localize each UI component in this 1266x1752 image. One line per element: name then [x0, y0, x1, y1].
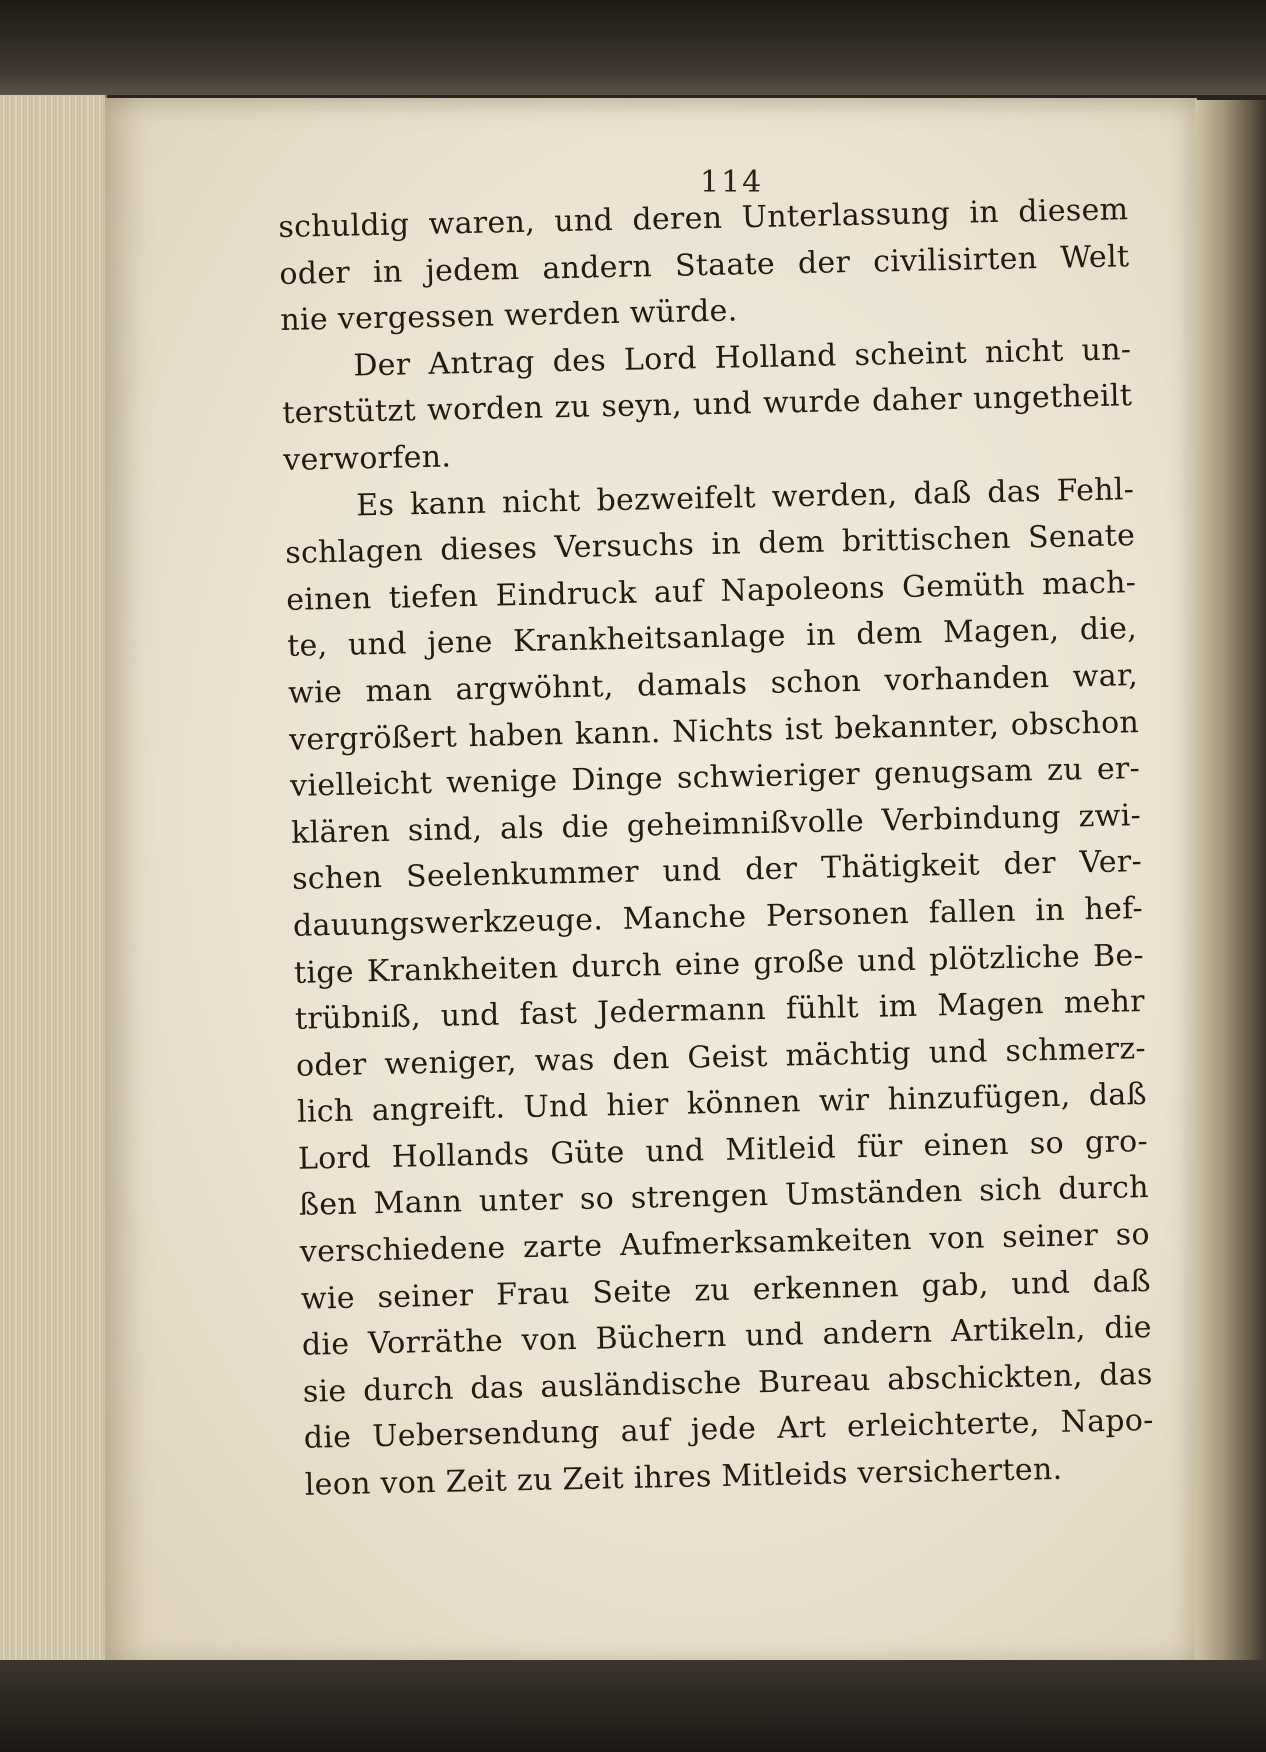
text-line: Es kann nicht bezweifelt werden, daß das Fehl-: [355, 471, 1135, 523]
text-line: wie seiner Frau Seite zu erkennen gab, und daß: [300, 1263, 1152, 1317]
text-line: schuldig waren, und deren Unterlassung in diesem: [278, 192, 1129, 245]
text-line: vielleicht wenige Dinge schwieriger genugsam zu er-: [289, 751, 1141, 804]
text-line: terstützt worden zu seyn, und wurde daher ungetheilt: [282, 378, 1133, 432]
text-line: Lord Hollands Güte und Mitleid für einen so gro-: [297, 1123, 1149, 1177]
text-line: die Uebersendung auf jede Art erleichterte, Napo-: [303, 1403, 1155, 1457]
text-line: oder weniger, was den Geist mächtig und schmerz-: [295, 1030, 1147, 1084]
text-line: schlagen dieses Versuchs in dem brittischen Senate: [284, 518, 1136, 572]
text-line: ßen Mann unter so strengen Umständen sich durch: [298, 1170, 1150, 1224]
text-line: oder in jedem andern Staate der civilisirten Welt: [279, 238, 1130, 292]
text-line: leon von Zeit zu Zeit ihres Mitleids versicherten.: [304, 1451, 1063, 1503]
text-line: einen tiefen Eindruck auf Napoleons Gemüth mach-: [285, 564, 1137, 618]
book-gutter-shadow: [1195, 100, 1266, 1665]
text-line: vergrößert haben kann. Nichts ist bekannter, obschon: [288, 704, 1140, 758]
text-line: schen Seelenkummer und der Thätigkeit der Ver-: [291, 844, 1143, 898]
scan-background-bottom: [0, 1660, 1266, 1752]
text-line: die Vorräthe von Büchern und andern Artikeln, die: [301, 1310, 1153, 1363]
text-line: lich angreift. Und hier können wir hinzufügen, daß: [296, 1077, 1148, 1131]
text-line: tige Krankheiten durch eine große und plötzliche Be-: [293, 937, 1145, 991]
scan-background-top: [0, 0, 1266, 95]
text-line: verschiedene zarte Aufmerksamkeiten von seiner so: [299, 1217, 1151, 1270]
text-line: Der Antrag des Lord Holland scheint nicht un-: [353, 331, 1132, 384]
book-page-edges: [0, 95, 107, 1670]
text-line: dauungswerkzeuge. Manche Personen fallen in hef-: [292, 890, 1144, 944]
text-line: trübniß, und fast Jedermann fühlt im Magen mehr: [294, 984, 1146, 1037]
text-line: wie man argwöhnt, damals schon vorhanden war,: [287, 658, 1139, 711]
text-line: nie vergessen werden würde.: [280, 293, 738, 339]
text-line: te, und jene Krankheitsanlage in dem Magen, die,: [286, 611, 1138, 665]
text-line: sie durch das ausländische Bureau abschickten, das: [302, 1356, 1154, 1410]
text-line: verworfen.: [282, 439, 452, 478]
text-line: klären sind, als die geheimnißvolle Verbindung zwi-: [290, 797, 1142, 851]
body-text: [278, 187, 1155, 1509]
page-number: 114: [700, 165, 764, 200]
